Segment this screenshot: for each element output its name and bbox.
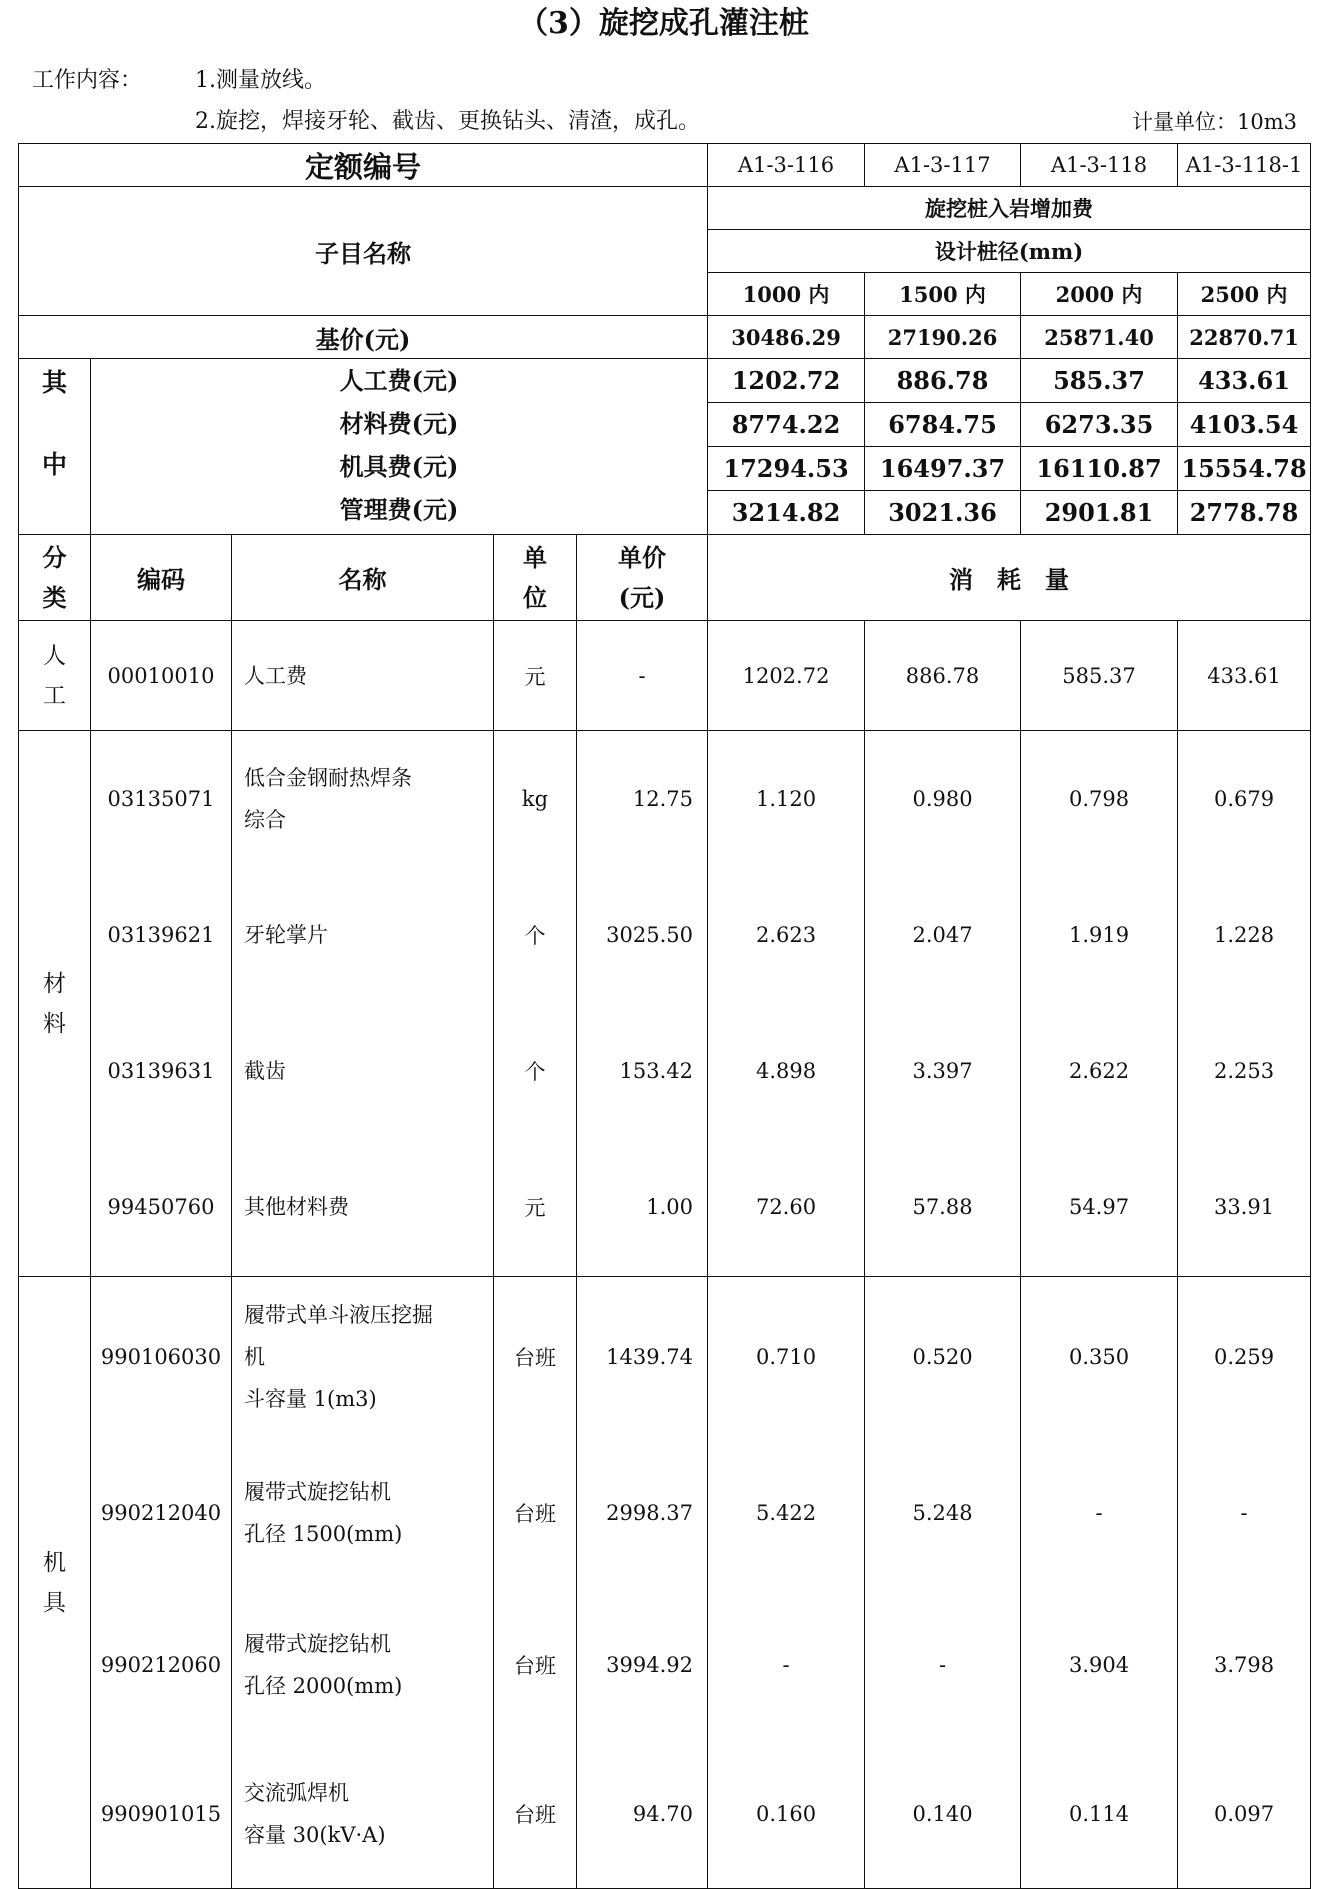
labor-cost-value: 433.61 [1178, 359, 1310, 403]
machinery-category [19, 1277, 91, 1889]
diameter-value: 2500 内 [1178, 273, 1311, 316]
quota-number-label: 定额编号 [19, 144, 708, 187]
item-price: 1.00 [577, 1139, 708, 1277]
item-price: 3025.50 [577, 867, 708, 1003]
item-code: 00010010 [91, 621, 232, 731]
consumption-value: 54.97 [1021, 1139, 1178, 1277]
work-content-label: 工作内容： [32, 68, 143, 93]
item-code: 03135071 [91, 731, 232, 867]
item-name [232, 1741, 494, 1889]
table-row [19, 1437, 1311, 1589]
unit-header [494, 535, 577, 621]
quota-table [18, 143, 1311, 1889]
item-name: 牙轮掌片 [232, 867, 494, 1003]
consumption-value: 5.422 [708, 1437, 865, 1589]
base-price-value: 27190.26 [865, 316, 1021, 359]
consumption-value: 1202.72 [708, 621, 865, 731]
consumption-value: 0.520 [865, 1277, 1021, 1437]
item-price: - [577, 621, 708, 731]
of-which-column [865, 359, 1021, 535]
item-price: 94.70 [577, 1741, 708, 1889]
item-name-line: 机 [244, 1344, 265, 1369]
consumption-value: 2.623 [708, 867, 865, 1003]
machinery-category-1: 机 [43, 1549, 66, 1576]
category-header [19, 535, 91, 621]
item-unit: 元 [494, 1139, 577, 1277]
diameter-value: 1000 内 [708, 273, 865, 316]
item-code: 99450760 [91, 1139, 232, 1277]
management-cost-value: 3021.36 [888, 498, 997, 527]
sub-item-label: 子目名称 [19, 187, 708, 316]
of-which-label-bottom: 中 [41, 450, 67, 479]
item-unit: 台班 [494, 1741, 577, 1889]
consumption-value: 1.919 [1021, 867, 1178, 1003]
quota-number-row [19, 144, 1311, 187]
consumption-value: 0.114 [1021, 1741, 1178, 1889]
item-unit: 台班 [494, 1277, 577, 1437]
materials-category-2: 料 [43, 1010, 66, 1037]
labor-cost-label: 人工费(元) [339, 366, 459, 395]
work-content-line-1 [32, 66, 326, 96]
consumption-value: 0.140 [865, 1741, 1021, 1889]
machinery-category-2: 具 [43, 1589, 66, 1616]
item-name: 人工费 [232, 621, 494, 731]
table-row [19, 1003, 1311, 1139]
consumption-value: 433.61 [1178, 621, 1311, 731]
category-header-1: 分 [42, 542, 67, 572]
of-which-label [19, 359, 91, 535]
quota-code: A1-3-117 [865, 144, 1021, 187]
consumption-value: 5.248 [865, 1437, 1021, 1589]
consumption-value: 0.350 [1021, 1277, 1178, 1437]
consumption-value: 4.898 [708, 1003, 865, 1139]
work-content-item-1: 1.测量放线。 [195, 68, 326, 93]
consumption-value: 0.259 [1178, 1277, 1311, 1437]
consumption-value: - [1178, 1437, 1311, 1589]
item-price: 2998.37 [577, 1437, 708, 1589]
consumption-header: 消 耗 量 [708, 535, 1311, 621]
of-which-column [1178, 359, 1311, 535]
item-name-line: 斗容量 1(m3) [244, 1386, 377, 1411]
quota-code: A1-3-118 [1021, 144, 1178, 187]
item-unit: 元 [494, 621, 577, 731]
consumption-value: 2.622 [1021, 1003, 1178, 1139]
consumption-value: 886.78 [865, 621, 1021, 731]
management-cost-value: 2901.81 [1044, 498, 1154, 527]
of-which-labels [91, 359, 708, 535]
consumption-value: 1.228 [1178, 867, 1311, 1003]
labor-cost-value: 585.37 [1021, 359, 1177, 403]
quota-code: A1-3-116 [708, 144, 865, 187]
item-unit: kg [494, 731, 577, 867]
item-price: 1439.74 [577, 1277, 708, 1437]
machine-cost-label: 机具费(元) [339, 452, 459, 481]
consumption-value: 3.397 [865, 1003, 1021, 1139]
item-name-line: 孔径 1500(mm) [244, 1521, 403, 1546]
diameter-value: 1500 内 [865, 273, 1021, 316]
name-header: 名称 [232, 535, 494, 621]
consumption-value: 0.097 [1178, 1741, 1311, 1889]
item-name [232, 1589, 494, 1741]
consumption-value: 3.904 [1021, 1589, 1178, 1741]
code-header: 编码 [91, 535, 232, 621]
item-name [232, 1437, 494, 1589]
labor-category [19, 621, 91, 731]
item-code: 03139621 [91, 867, 232, 1003]
labor-cost-value: 886.78 [865, 359, 1020, 403]
of-which-row [19, 359, 1311, 535]
item-name [232, 731, 494, 867]
item-code: 03139631 [91, 1003, 232, 1139]
column-header-row [19, 535, 1311, 621]
consumption-value: 3.798 [1178, 1589, 1311, 1741]
consumption-value: 57.88 [865, 1139, 1021, 1277]
consumption-value: 0.160 [708, 1741, 865, 1889]
item-unit: 个 [494, 867, 577, 1003]
item-name-line: 孔径 2000(mm) [244, 1673, 403, 1698]
consumption-value: - [865, 1589, 1021, 1741]
item-name: 截齿 [232, 1003, 494, 1139]
consumption-value: 2.253 [1178, 1003, 1311, 1139]
unit-header-1: 单 [523, 542, 547, 572]
base-price-row [19, 316, 1311, 359]
management-cost-value: 3214.82 [731, 498, 841, 527]
consumption-value: 1.120 [708, 731, 865, 867]
price-header-2: (元) [618, 582, 666, 612]
consumption-value: - [708, 1589, 865, 1741]
item-code: 990901015 [91, 1741, 232, 1889]
page-title: （3）旋挖成孔灌注桩 [518, 6, 809, 41]
diameter-label: 设计桩径(mm) [708, 230, 1311, 273]
table-row [19, 621, 1311, 731]
machine-cost-value: 17294.53 [708, 447, 864, 491]
base-price-value: 25871.40 [1021, 316, 1178, 359]
item-name-line: 履带式单斗液压挖掘 [244, 1302, 433, 1327]
price-header-1: 单价 [618, 542, 666, 572]
item-name-line: 履带式旋挖钻机 [244, 1479, 391, 1504]
item-price: 3994.92 [577, 1589, 708, 1741]
material-cost-value: 4103.54 [1178, 403, 1310, 447]
diameter-value: 2000 内 [1021, 273, 1178, 316]
item-price: 12.75 [577, 731, 708, 867]
of-which-label-top: 其 [41, 368, 67, 397]
table-row [19, 1589, 1311, 1741]
machine-cost-value: 16110.87 [1021, 447, 1177, 491]
base-price-value: 22870.71 [1178, 316, 1311, 359]
item-name-line: 交流弧焊机 [244, 1781, 349, 1806]
base-price-label: 基价(元) [19, 316, 708, 359]
table-row [19, 867, 1311, 1003]
consumption-value: 585.37 [1021, 621, 1178, 731]
base-price-value: 30486.29 [708, 316, 865, 359]
machine-cost-value: 16497.37 [865, 447, 1020, 491]
item-unit: 个 [494, 1003, 577, 1139]
consumption-value: 0.798 [1021, 731, 1178, 867]
item-name-line: 低合金钢耐热焊条 [244, 765, 412, 790]
material-cost-label: 材料费(元) [339, 409, 459, 438]
sub-item-row [19, 187, 1311, 230]
item-code: 990212060 [91, 1589, 232, 1741]
consumption-value: 2.047 [865, 867, 1021, 1003]
group-label: 旋挖桩入岩增加费 [708, 187, 1311, 230]
consumption-value: 0.679 [1178, 731, 1311, 867]
labor-category-2: 工 [43, 682, 66, 709]
item-unit: 台班 [494, 1437, 577, 1589]
item-name-line: 履带式旋挖钻机 [244, 1631, 391, 1656]
item-name: 其他材料费 [232, 1139, 494, 1277]
management-cost-value: 2778.78 [1189, 498, 1299, 527]
item-name-line: 综合 [244, 807, 286, 832]
quota-code: A1-3-118-1 [1178, 144, 1311, 187]
consumption-value: - [1021, 1437, 1178, 1589]
materials-category-1: 材 [43, 970, 66, 997]
management-cost-label: 管理费(元) [339, 495, 459, 524]
consumption-value: 33.91 [1178, 1139, 1311, 1277]
labor-category-1: 人 [43, 642, 66, 669]
item-name-line: 容量 30(kV·A) [244, 1823, 386, 1848]
consumption-value: 0.710 [708, 1277, 865, 1437]
unit-header-2: 位 [523, 582, 547, 612]
item-price: 153.42 [577, 1003, 708, 1139]
table-row [19, 1139, 1311, 1277]
labor-cost-value: 1202.72 [708, 359, 864, 403]
item-name [232, 1277, 494, 1437]
consumption-value: 72.60 [708, 1139, 865, 1277]
material-cost-value: 6784.75 [865, 403, 1020, 447]
table-row [19, 731, 1311, 867]
price-header [577, 535, 708, 621]
item-code: 990106030 [91, 1277, 232, 1437]
of-which-column [708, 359, 865, 535]
work-content-item-2: 2.旋挖，焊接牙轮、截齿、更换钻头、清渣，成孔。 [195, 109, 700, 134]
consumption-value: 0.980 [865, 731, 1021, 867]
machine-cost-value: 15554.78 [1178, 447, 1310, 491]
table-row [19, 1277, 1311, 1437]
of-which-column [1021, 359, 1178, 535]
item-code: 990212040 [91, 1437, 232, 1589]
materials-category [19, 731, 91, 1277]
material-cost-value: 8774.22 [708, 403, 864, 447]
table-row [19, 1741, 1311, 1889]
measurement-unit: 计量单位：10m3 [1132, 110, 1297, 134]
material-cost-value: 6273.35 [1021, 403, 1177, 447]
item-unit: 台班 [494, 1589, 577, 1741]
category-header-2: 类 [42, 582, 67, 612]
